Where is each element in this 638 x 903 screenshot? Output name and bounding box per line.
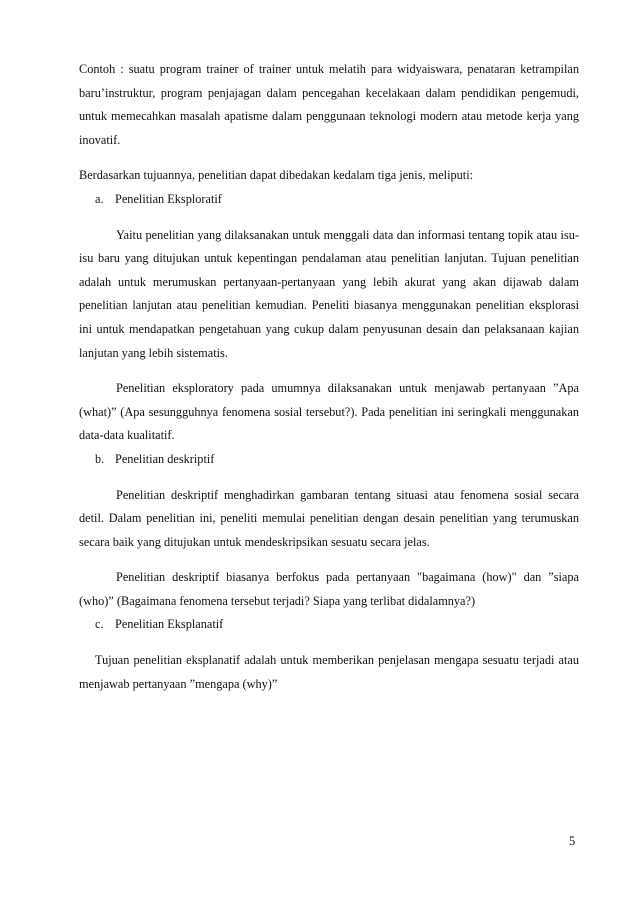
section-heading-eksploratif [79, 188, 579, 212]
page-number: 5 [569, 834, 576, 848]
paragraph-eksplanatif-definition: Tujuan penelitian eksplanatif adalah untuk memberikan penjelasan mengapa sesuatu terjadi atau menjawab pertanyaan ”mengapa (why)” [79, 653, 579, 691]
section-title: Penelitian Eksplanatif [115, 617, 224, 632]
section-heading-eksplanatif [79, 613, 579, 637]
document-page [79, 58, 579, 696]
list-marker: b. [95, 451, 105, 466]
section-heading-deskriptif [79, 448, 579, 472]
section-title: Penelitian deskriptif [115, 451, 215, 466]
paragraph-deskriptif-definition: Penelitian deskriptif menghadirkan gambaran tentang situasi atau fenomena sosial secara detil. Dalam penelitian ini, peneliti memulai penelitian dengan desain penelitian yang terumuskan secara baik yang ditujukan untuk mendeskripsikan sesuatu secara jelas. [79, 487, 579, 549]
paragraph-deskriptif-question: Penelitian deskriptif biasanya berfokus pada pertanyaan "bagaimana (how)" dan ”siapa (who)” (Bagaimana fenomena tersebut terjadi? Siapa yang terlibat didalamnya?) [79, 570, 579, 608]
paragraph-eksploratif-definition: Yaitu penelitian yang dilaksanakan untuk menggali data dan informasi tentang topik atau isu-isu baru yang ditujukan untuk kepentingan pendalaman atau penelitian lanjutan. Tujuan penelitian adalah untuk merumuskan pertanyaan-pertanyaan yang lebih akurat yang akan dijawab dalam penelitian lanjutan atau penelitian kemudian. Peneliti biasanya menggunakan penelitian eksplorasi ini untuk mendapatkan pengetahuan yang cukup dalam penyusunan desain dan pelaksanaan kajian lanjutan yang lebih sistematis. [79, 227, 579, 360]
list-marker: c. [95, 617, 104, 632]
list-marker: a. [95, 191, 104, 206]
paragraph-eksploratif-question: Penelitian eksploratory pada umumnya dilaksanakan untuk menjawab pertanyaan ”Apa (what)” (Apa sesungguhnya fenomena sosial tersebut?). Pada penelitian ini seringkali menggunakan data-data kualitatif. [79, 381, 579, 443]
paragraph-intro-types: Berdasarkan tujuannya, penelitian dapat dibedakan kedalam tiga jenis, meliputi: [79, 168, 474, 183]
section-title: Penelitian Eksploratif [115, 191, 222, 206]
paragraph-example: Contoh : suatu program trainer of trainer untuk melatih para widyaiswara, penataran ketrampilan baru’instruktur, program penjajagan dalam pencegahan kecelakaan dalam pendidikan pengemudi, untuk memecahkan masalah apatisme dalam penggunaan teknologi modern atau metode kerja yang inovatif. [79, 62, 579, 147]
